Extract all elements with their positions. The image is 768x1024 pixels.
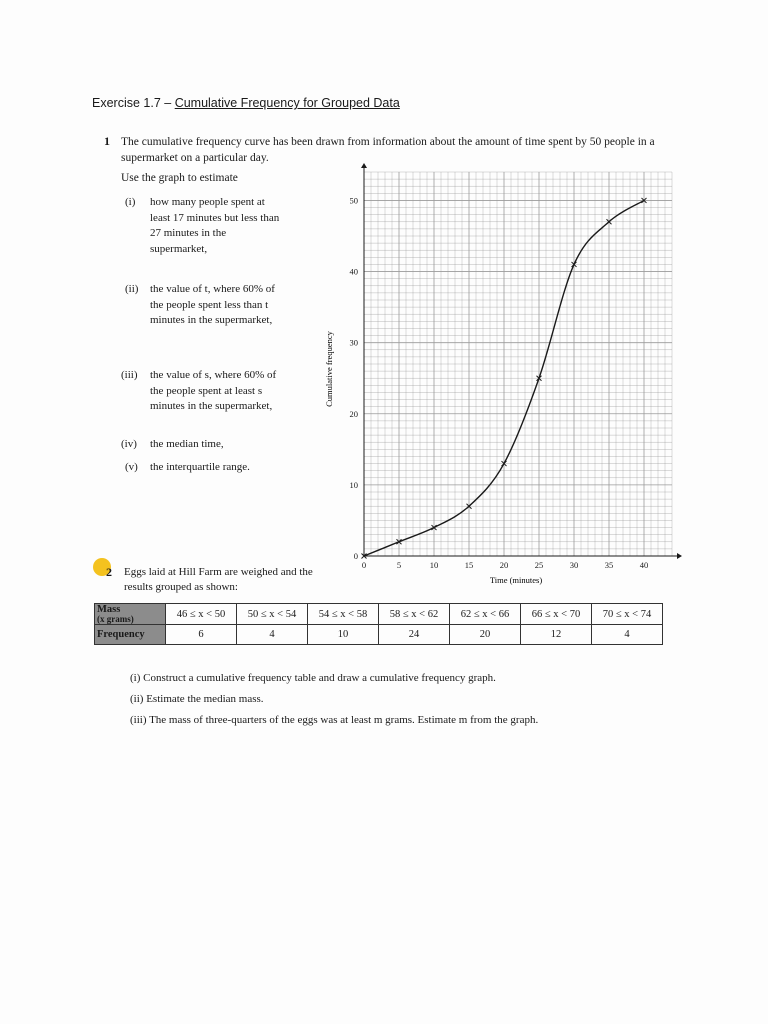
x-tick-label: 35 — [604, 560, 614, 570]
frequency-cell: 4 — [592, 625, 663, 645]
mass-header-label: Mass — [97, 604, 121, 615]
class-cell: 58 ≤ x < 62 — [379, 604, 450, 625]
x-tick-label: 30 — [569, 560, 579, 570]
chart-axes — [361, 163, 682, 559]
part-label: (iv) — [121, 438, 137, 450]
part-label: (iii) — [130, 714, 147, 726]
exercise-label: Exercise 1.7 – — [92, 96, 175, 110]
question-2-part — [130, 668, 538, 689]
question-2-part — [130, 689, 538, 710]
part-label: (i) — [125, 196, 136, 208]
x-tick-label: 40 — [639, 560, 649, 570]
part-text: the value of t, where 60% of the people spent less than t minutes in the supermarket, — [150, 283, 275, 326]
table-row — [95, 604, 663, 625]
y-axis-label: Cumulative frequency — [324, 331, 334, 407]
y-tick-label: 10 — [349, 479, 358, 490]
question-1-number: 1 — [104, 134, 110, 148]
part-label: (v) — [125, 461, 138, 473]
exercise-subject: Cumulative Frequency for Grouped Data — [174, 96, 400, 110]
frequency-cell: 10 — [308, 625, 379, 645]
question-2-text: Eggs laid at Hill Farm are weighed and the results grouped as shown: — [124, 566, 313, 593]
part-text: the median time, — [150, 438, 224, 450]
class-cell: 50 ≤ x < 54 — [237, 604, 308, 625]
frequency-cell: 6 — [166, 625, 237, 645]
part-label: (ii) — [125, 283, 139, 295]
chart-grid — [364, 172, 672, 556]
x-tick-label: 10 — [429, 560, 439, 570]
x-tick-label: 5 — [396, 560, 402, 570]
y-tick-label: 30 — [349, 337, 358, 348]
x-tick-label: 15 — [464, 560, 474, 570]
x-tick-label: 0 — [361, 560, 367, 570]
class-cell: 62 ≤ x < 66 — [450, 604, 521, 625]
class-cell: 54 ≤ x < 58 — [308, 604, 379, 625]
part-label: (i) — [130, 672, 141, 684]
y-axis-arrow — [361, 163, 367, 168]
question-2-part — [130, 710, 538, 731]
x-axis-label: Time (minutes) — [489, 575, 543, 585]
y-tick-label: 20 — [349, 408, 358, 419]
chart-tick-labels — [350, 195, 649, 570]
mass-header-unit: (x grams) — [97, 614, 134, 624]
y-tick-label: 0 — [353, 551, 358, 561]
frequency-cell: 20 — [450, 625, 521, 645]
part-text: The mass of three-quarters of the eggs was at least m grams. Estimate m from the graph. — [149, 714, 539, 726]
y-tick-label: 50 — [349, 195, 358, 206]
part-text: the interquartile range. — [150, 461, 250, 473]
x-tick-label: 25 — [534, 560, 544, 570]
class-cell: 70 ≤ x < 74 — [592, 604, 663, 625]
question-2-number: 2 — [106, 565, 112, 579]
question-1-instruction: Use the graph to estimate — [121, 172, 238, 184]
x-tick-label: 20 — [499, 560, 509, 570]
table-row — [95, 625, 663, 645]
class-cell: 66 ≤ x < 70 — [521, 604, 592, 625]
frequency-cell: 4 — [237, 625, 308, 645]
frequency-header: Frequency — [95, 625, 166, 645]
part-text: the value of s, where 60% of the people spent at least s minutes in the supermarket, — [150, 369, 277, 412]
question-1-text: The cumulative frequency curve has been drawn from information about the amount of time spent by 50 people in a supermarket on a particular day. — [121, 136, 655, 164]
y-tick-label: 40 — [349, 266, 358, 277]
part-label: (iii) — [121, 369, 138, 381]
part-label: (ii) — [130, 693, 144, 705]
frequency-cell: 12 — [521, 625, 592, 645]
part-text: Construct a cumulative frequency table and draw a cumulative frequency graph. — [143, 672, 496, 684]
question-2-parts — [130, 668, 538, 731]
class-cell: 46 ≤ x < 50 — [166, 604, 237, 625]
frequency-cell: 24 — [379, 625, 450, 645]
egg-mass-table — [94, 603, 663, 645]
part-text: Estimate the median mass. — [146, 693, 264, 705]
mass-header — [95, 604, 166, 625]
part-text: how many people spent at least 17 minutes but less than 27 minutes in the supermarket, — [150, 196, 280, 255]
x-axis-arrow — [677, 553, 682, 559]
